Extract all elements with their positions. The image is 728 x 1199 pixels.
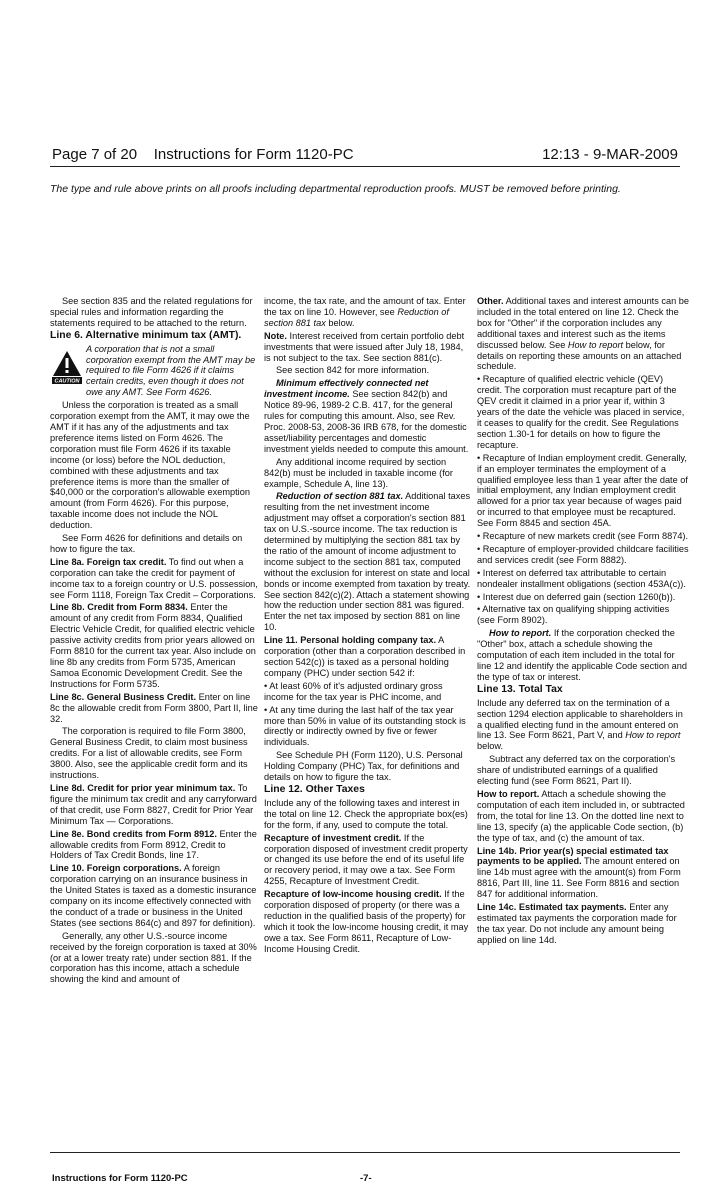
bullet: • Alternative tax on qualifying shipping activities (see Form 8902). [477,604,670,626]
paragraph: Unless the corporation is treated as a small corporation exempt from the AMT, it may owe the AMT if it has any of the adjustments and tax preference items listed on Form 4626. The corporation must file Form 4626 if its taxable income (or loss) before the NOL deduction, combined with these adjustments and tax preference items is more than the smaller of $40,000 or the corporation's allowable exemption amount (from Form 4626). For this purpose, taxable income does not include the NOL deduction. [50,400,250,531]
paragraph: Include any of the following taxes and interest in the total on line 12. Check the appropriate box(es) for the form, if any, used to compute the total. [264,797,468,830]
bullet: • Interest due on deferred gain (section 1260(b)). [477,591,676,602]
line8b: Line 8b. Credit from Form 8834. Enter the amount of any credit from Form 8834, Qualified Electric Vehicle Credit, for qualified electric vehicle passive activity credits from prior years allowed on Form 8810 for the current tax year. Also include on line 8b any credits from Form 5735, American Samoa Economic Development Credit. See the Instructions for Form 5735. [50,602,256,689]
recapture-low-income: Recapture of low-income housing credit. If the corporation disposed of property (or there was a reduction in the qualified basis of the property) for which it took the low-income housing credit, it may owe a tax. See Form 8611, Recapture of Low-Income Housing Credit. [264,889,469,954]
bullet: • Recapture of qualified electric vehicle (QEV) credit. The corporation must recapture part of the QEV credit it claimed in a prior year if, within 3 years of the date the vehicle was placed in service, it ceases to qualify for the credit. See Regulations section 1.30-1 for details on how to figure the recapture. [477,374,685,450]
paragraph: See section 835 and the related regulations for special rules and information regarding the statements required to be attached to the return. [50,296,253,328]
column-2 [264,296,472,957]
bullet: • At any time during the last half of the tax year more than 50% in value of its outstanding stock is directly or indirectly owned by five or fewer individuals. [264,704,466,748]
caution-label: CAUTION [54,378,80,384]
bullet: • Recapture of new markets credit (see Form 8874). [477,531,689,542]
line14b: Line 14b. Prior year(s) special estimated tax payments to be applied. The amount entered on line 14b must agree with the amount(s) from Form 8816, Part III, line 11. See Form 8816 and section 847 for additional information. [477,845,681,900]
column-3 [477,296,689,948]
line14c: Line 14c. Estimated tax payments. Enter any estimated tax payments the corporation made for the tax year. Do not include any amount being applied on line 14d. [477,902,677,945]
paragraph: Include any deferred tax on the termination of a section 1294 election applicable to shareholders in a qualified electing fund in the amount entered on line 13. See Form 8621, Part V, and How to report below. [477,697,683,752]
paragraph: Any additional income required by section 842(b) must be included in taxable income (for example, Schedule A, line 13). [264,456,453,489]
line11: Line 11. Personal holding company tax. A corporation (other than a corporation described in section 542(c)) is taxed as a personal holding company (PHC) under section 542 if: [264,635,466,678]
line8a: Line 8a. Foreign tax credit. To find out when a corporation can take the credit for payment of income tax to a foreign country or U.S. possession, see Form 1118, Foreign Tax Credit – Corporations. [50,556,258,600]
line12-heading: Line 12. Other Taxes [264,783,365,795]
recapture-investment: Recapture of investment credit. If the corporation disposed of investment credit property or changed its use before the end of its useful life or recovery period, it may owe a tax. See Form 4255, Recapture of Investment Credit. [264,832,468,887]
line8c: Line 8c. General Business Credit. Enter on line 8c the allowable credit from Form 3800, Part II, line 32. [50,691,258,724]
column-1 [50,296,258,987]
paragraph: income, the tax rate, and the amount of tax. Enter the tax on line 10. However, see Reduction of section 881 tax below. [264,296,466,328]
paragraph: See Schedule PH (Form 1120), U.S. Personal Holding Company (PHC) Tax, for definitions and details on how to figure the tax. [264,750,463,783]
note: Note. Interest received from certain portfolio debt investments that were issued after July 18, 1984, is not subject to the tax. See section 881(c). [264,330,465,363]
how-to-report: How to report. If the corporation checked the "Other" box, attach a schedule showing the computation of each item included in the total for line 12 and identify the applicable Code section and the type of tax or interest. [477,628,687,682]
caution-text: A corporation that is not a small corporation exempt from the AMT may be required to file Form 4626 if it claims certain credits, even though it does not owe any AMT. See Form 4626. [86,343,256,398]
page-footer [50,1152,680,1189]
line13-heading: Line 13. Total Tax [477,683,563,695]
how-to-report-13: How to report. Attach a schedule showing the computation of each item included in, or subtracted from, the total for line 13. On the dotted line next to line 13, specify (a) the applicable Code section, (b) the type of tax, and (c) the amount of tax. [477,788,685,843]
paragraph: See section 842 for more information. [276,365,430,376]
caution-box [50,344,258,399]
page-header [50,146,680,167]
bullet: • Recapture of Indian employment credit. Generally, if an employer terminates the employment of a qualified employee less than 1 year after the date of initial employment, any Indian employment credit allowed for a prior tax year because of wages paid or incurred to that employee must be recaptured. See Form 8845 and section 45A. [477,452,688,529]
bullet: • At least 60% of it's adjusted ordinary gross income for the tax year is PHC income, and [264,680,443,702]
line8e: Line 8e. Bond credits from Form 8912. Enter the allowable credits from Form 8912, Credit to Holders of Tax Credit Bonds, line 17. [50,828,257,861]
paragraph: Subtract any deferred tax on the corporation's share of undistributed earnings of a qualified electing fund (see Form 8621, Part II). [477,754,676,787]
header-page-title: Page 7 of 20 Instructions for Form 1120-PC [52,146,354,163]
header-timestamp: 12:13 - 9-MAR-2009 [542,146,678,163]
paragraph: Generally, any other U.S.-source income received by the foreign corporation is taxed at 30% (or at a lower treaty rate) under section 881. If the corporation has this income, attach a schedule showing the kind and amount of [50,930,257,985]
caution-icon [52,350,82,384]
line6-heading: Line 6. Alternative minimum tax (AMT). [50,329,242,341]
reduction-paragraph: Reduction of section 881 tax. Additional taxes resulting from the net investment income adjustment may offset a corporation's section 881 tax on U.S.-source income. The tax reduction is determined by multiplying the section 881 tax by the ratio of the amount of income adjustment to income subject to the section 881 tax, computed without the exclusion for interest on state and local bonds or income exempted from taxation by treaty. See section 842(c)(2). Attach a statement showing how the reduction under section 881 was figured. Enter the net tax imposed by section 881 on line 10. [264,491,471,633]
bullet: • Recapture of employer-provided childcare facilities and services credit (see Form 8882). [477,543,689,565]
footer-page-number: -7- [360,1173,372,1184]
footer-title: Instructions for Form 1120-PC [52,1173,188,1184]
bullet: • Interest on deferred tax attributable to certain nondealer installment obligations (section 453A(c)). [477,567,686,589]
line8d: Line 8d. Credit for prior year minimum tax. To figure the minimum tax credit and any carryforward of that credit, use Form 8827, Credit for Prior Year Minimum Tax — Corporations. [50,782,257,826]
proof-notice: The type and rule above prints on all proofs including departmental reproduction proofs. MUST be removed before printing. [50,183,621,195]
line10: Line 10. Foreign corporations. A foreign corporation carrying on an insurance business in the United States is taxed as a domestic insurance company on its income effectively connected with the conduct of a trade or business in the United States (see sections 864(c) and 897 for definition). [50,863,257,928]
paragraph: The corporation is required to file Form 3800, General Business Credit, to claim most business credits. For a list of allowable credits, see Form 3800. Also, see the applicable credit form and its instructions. [50,726,248,781]
other-paragraph: Other. Additional taxes and interest amounts can be included in the total entered on line 12. Check the box for "Other" if the corporation includes any additional taxes and interest such as the items discussed below. See How to report below, for details on reporting these amounts on an attached schedule. [477,296,689,372]
paragraph: See Form 4626 for definitions and details on how to figure the tax. [50,533,243,554]
mec-paragraph: Minimum effectively connected net investment income. See section 842(b) and Notice 89-96, 1989-2 C.B. 417, for the general rules for computing this amount. Also, see Rev. Proc. 2008-53, 2008-36 IRB 678, for the domestic asset/liability percentages and domestic investment yields needed to compute this amount. [264,378,469,454]
